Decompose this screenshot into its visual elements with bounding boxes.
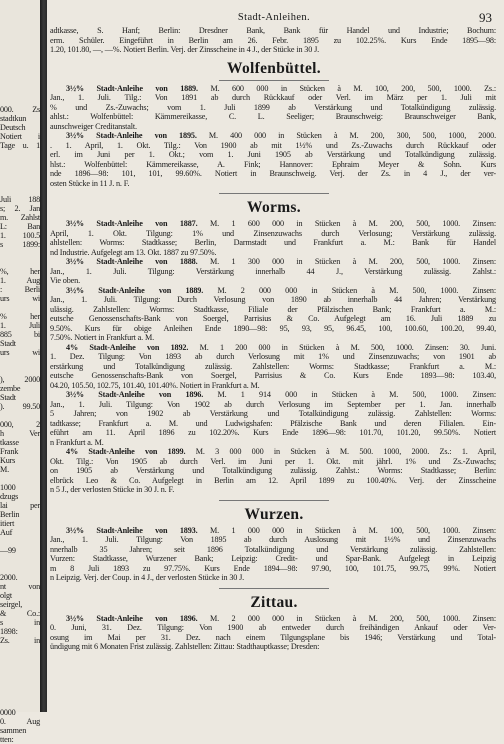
heading-rule <box>219 80 329 81</box>
adjacent-page-fragment: Deutsch <box>0 123 26 132</box>
loan-line: Jan., 1. Juli. Tilgung: Verstärkung innerhalb 44 J., Verstärkung zulässig. Zahlst.: <box>50 266 496 276</box>
adjacent-page-fragment: 000, 2 <box>0 420 40 429</box>
loan-line-text: M. 400 000 in Stücken à M. 200, 300, 500, 1000, 2000. <box>208 131 496 140</box>
loan-line: osten Stücke in 11 J. n. F. <box>50 178 130 188</box>
adjacent-page-fragment: tkasse <box>0 438 19 447</box>
loan-line: Okt. Tilg.: Von 1905 ab durch Verl. im Juni per 1. Okt. mit jährl. 1% und Zs.-Zuwachs; <box>50 456 496 466</box>
section-divider <box>219 193 329 194</box>
loan-line <box>50 447 498 457</box>
text-line: erm. Schüler. Eingeführt in Berlin am 26. Febr. 1895 zu 102.25%. Kurs Ende 1895—98: <box>50 35 496 45</box>
loan-line <box>50 131 498 141</box>
adjacent-page-fragment: & Co.: <box>0 609 40 618</box>
loan-line: Vurzen: Stadtkasse, Wurzener Bank; Leipzig: Credit- und Spar-Bank. Aufgelegt in Leipzig <box>50 554 496 563</box>
adjacent-page-fragment: %, her <box>0 267 40 276</box>
adjacent-page-fragment: tten: <box>0 735 14 744</box>
city-heading: Worms. <box>247 199 301 216</box>
loan-line: nnerhalb 35 Jahren; seit 1896 Totalkündigung und Verstärkung zulässig. Zahlstellen: <box>50 544 496 554</box>
loan-line-text: M. 1 300 000 in Stücken à M. 200, 500, 1000. Zinsen: <box>209 257 496 266</box>
loan-line-text: M. 1 914 000 in Stücken à M. 500, 1000. Zinsen: <box>217 390 496 399</box>
loan-title: 3½% Stadt-Anleihe von 1888. <box>66 257 198 266</box>
adjacent-page-fragment: 2000. <box>0 573 18 582</box>
adjacent-page-fragment: 885 bi <box>0 330 40 339</box>
loan-line: Jan., 1. Juli. Tilgung: Von 1895 ab durch Auslosung mit 1½% und Zinsenzuwachs <box>50 535 496 544</box>
adjacent-page-fragment: 1. Aug <box>0 276 40 285</box>
loan-line: osung im Mai per 31. Dez. nach einem Tilgungsplane bis 1946; Verstärkung und Total- <box>50 632 496 642</box>
adjacent-page-fragment: sammen <box>0 726 27 735</box>
loan-title: 3½% Stadt-Anleihe von 1893. <box>66 525 198 535</box>
city-heading: Wurzen. <box>244 505 304 523</box>
adjacent-page-fragment: 1. 100.5 <box>0 231 40 240</box>
city-heading: Wolfenbüttel. <box>227 59 321 77</box>
adjacent-page-fragment: 000. Zs <box>0 105 40 114</box>
adjacent-page-fragment: Juli 188 <box>0 195 40 204</box>
loan-title: 3½% Stadt-Anleihe von 1887. <box>66 219 198 228</box>
adjacent-page-fragment: zembe <box>0 384 21 393</box>
loan-line: eführt am 11. April 1896 zu 102.20%. Kurs Ende 1896—98: 101.70, 101.20, 99.50%. Notiert <box>50 428 496 437</box>
adjacent-page-fragment: Auf <box>0 528 13 537</box>
adjacent-page-fragment: 0000 <box>0 708 16 717</box>
loan-line: 1. Dez. Tilgung: Von 1893 ab durch Verlosung mit 1% und Zinsenzuwachs; von 1901 ab <box>50 352 496 361</box>
loan-line-text: M. 1 200 000 in Stücken à M. 500, 1000. Zinsen: 30. Juni. <box>199 342 496 352</box>
adjacent-page-fragment: s; 2. Jan <box>0 204 40 213</box>
adjacent-page-fragment: 1. Juli <box>0 321 40 330</box>
loan-line: n 5 J., der verlosten Stücke in 30 J. n. F. <box>50 485 175 494</box>
adjacent-page-fragment: % her <box>0 312 40 321</box>
adjacent-page-fragment: dzugs <box>0 492 19 501</box>
adjacent-page-fragment: Stadt <box>0 339 16 348</box>
loan-line: 0. Juni, 31. Dez. Tilgung: Von 1900 ab entweder durch freihändigen Ankauf oder Ver- <box>50 623 496 632</box>
adjacent-page-fragment: lai per <box>0 501 40 510</box>
loan-line: n Frankfurt a. M. <box>50 437 104 447</box>
loan-line: on 1905 ab Verstärkung und Totalkündigung zulässig. Zahlst.: Worms: Stadtkasse; Berlin: <box>50 466 496 475</box>
adjacent-page-strip <box>0 0 41 744</box>
loan-line: ahlst.: Wolfenbüttel: Kämmereikasse, C. L. Seeliger; Braunschweig: Braunschweiger Bank, <box>50 112 496 121</box>
loan-line: aunschweiger Creditanstalt. <box>50 121 137 131</box>
loan-line: . 1. April, 1. Okt. Tilg.: Von 1900 ab mit 1½% und Zs.-Zuwachs durch Rückkauf oder <box>50 140 496 150</box>
loan-line: hlst.: Wolfenbüttel: Kämmereikasse, A. Fink; Hannover: Ephraim Meyer & Sohn. Kurs <box>50 159 496 169</box>
adjacent-page-fragment: Kurs <box>0 456 16 465</box>
loan-line: 04.20, 105.50, 102.75, 101.40, 101.40%. Notiert in Frankfurt a. M. <box>50 380 260 390</box>
loan-title: 3½% Stadt-Anleihe von 1895. <box>66 131 197 140</box>
loan-line <box>50 390 498 400</box>
adjacent-page-fragment: h Ver <box>0 429 40 438</box>
adjacent-page-fragment: Zs. in <box>0 636 40 645</box>
adjacent-page-fragment: ), 2000 <box>0 375 40 384</box>
loan-line <box>50 257 498 267</box>
loan-title: 4% Stadt-Anleihe von 1892. <box>66 342 189 352</box>
adjacent-page-fragment: stadtkun <box>0 114 27 123</box>
adjacent-page-fragment: m. Zahlst <box>0 213 40 222</box>
section-divider <box>219 588 329 589</box>
loan-title: 3½% Stadt-Anleihe von 1896. <box>66 390 204 399</box>
loan-line-text: M. 1 600 000 in Stücken à M. 200, 500, 1000. Zinsen: <box>209 219 496 228</box>
adjacent-page-fragment: Frank <box>0 447 19 456</box>
adjacent-page-fragment: Stadt <box>0 393 16 402</box>
loan-line: 9.50%. Kurs für obige Anleihen Ende 1890—98: 95, 93, 95, 96.45, 100, 100.60, 100.20, 99.40, <box>50 323 496 333</box>
loan-line-text: M. 600 000 in Stücken à M. 100, 200, 500, 1000. Zs.: <box>210 83 496 93</box>
loan-line: ündigung mit 6 Monaten Frist zulässig. Zahlstellen: Zittau: Stadthauptkasse; Dresden: <box>50 642 320 651</box>
section-divider <box>219 500 329 501</box>
city-heading: Zittau. <box>250 593 298 611</box>
loan-line: % und Zs.-Zuwachs; vom 1. Juli 1899 ab Verstärkung und Totalkündigung zulässig. <box>50 102 496 112</box>
loan-line: m 8 Juli 1893 zu 97.75%. Kurs Ende 1894—98: 97.90, 100, 101.75, 99.75, 99%. Notiert <box>50 563 496 573</box>
adjacent-page-fragment: —99 <box>0 546 16 555</box>
text-line: adtkasse, S. Hanf; Berlin: Dresdner Bank, Bank für Handel und Industrie; Bochum: <box>50 26 496 35</box>
loan-line: eutsche Genossenschafts-Bank von Soergel, Parrisius & Co. Kurs Ende 1893—98: 103.40, <box>50 371 496 380</box>
adjacent-page-fragment: L: Ban <box>0 222 40 231</box>
adjacent-page-fragment: 1898: <box>0 627 18 636</box>
loan-line: Jan., 1. Juli. Tilg.: Von 1891 ab durch Rückkauf oder Verl. im März per 1. Juli mit <box>50 93 496 102</box>
adjacent-page-fragment: seirgel, <box>0 600 23 609</box>
loan-line: nde 1896—98: 101, 101, 99.60%. Notiert in Braunschweig. Verj. der Zs. in 4 J., der ver- <box>50 169 496 178</box>
adjacent-page-fragment: itiert <box>0 519 15 528</box>
adjacent-page-fragment: Tage u. 1 <box>0 141 40 150</box>
adjacent-page-fragment: s 1899: <box>0 240 40 249</box>
page-number: 93 <box>479 10 492 25</box>
adjacent-page-fragment: urs wi <box>0 294 40 303</box>
loan-line: 7.50%. Notiert in Frankfurt a. M. <box>50 333 154 342</box>
loan-line: elbrück Leo & Co. Aufgelegt in Berlin am 12. April 1899 zu 100.40%. Verj. der Zinsscheine <box>50 475 496 485</box>
loan-line: Jan., 1. Juli. Tilgung: Durch Verlosung von 1890 ab innerhalb 44 Jahren; Verstärkung <box>50 295 496 304</box>
loan-line: nd Industrie. Aufgelegt am 13. Okt. 1887 zu 97.50%. <box>50 247 217 257</box>
loan-line: erstärkung und Totalkündigung zulässig. Zahlstellen: Worms: Stadtkasse; Frankfurt a. M.: <box>50 361 496 371</box>
loan-line: ulässig. Zahlstellen: Worms: Stadtkasse, Filiale der Pfälzischen Bank; Frankfurt a. M.: <box>50 304 496 314</box>
loan-line: Vie oben. <box>50 276 80 285</box>
adjacent-page-fragment: olgt <box>0 591 12 600</box>
loan-line: April, 1. Okt. Tilgung: 1% und Zinsenzuwachs durch Verlosung; Verstärkung zulässig. <box>50 228 496 238</box>
loan-line: Jan., 1. Juli. Tilgung: Von 1902 ab durch Verlosung im September per 1. Jan. innerhalb <box>50 399 496 409</box>
book-gutter <box>40 0 47 712</box>
loan-line-text: M. 2 000 000 in Stücken à M. 200, 500, 1000. Zinsen: <box>209 613 496 623</box>
loan-line: 5 Jahren; von 1902 ab Verstärkung und Totalkündigung zulässig. Zahlstellen: Worms: <box>50 409 496 418</box>
adjacent-page-fragment: 1000 <box>0 483 16 492</box>
loan-line-text: M. 3 000 000 in Stücken à M. 500. 1000, 2000. Zs.: 1. April, <box>195 447 497 456</box>
document-page <box>50 0 498 712</box>
loan-title: 3½% Stadt-Anleihe von 1889. <box>66 83 198 93</box>
loan-line: eutsche Genossenschafts-Bank von Soergel, Parrisius & Co. Aufgelegt am 16. Juli 1889 zu <box>50 314 496 323</box>
text-line: 1.20, 101.80, —, —%. Notiert Berlin. Verj. der Zinsscheine in 4 J., der Stücke in 30 J. <box>50 45 319 54</box>
adjacent-page-fragment: : Berli <box>0 285 40 294</box>
adjacent-page-fragment: s in <box>0 618 40 627</box>
loan-line: erl. im Juni per 1. Okt.; vom 1. Juni 1905 ab Verstärkung und Totalkündigung zulässig. <box>50 150 496 159</box>
loan-line-text: M. 1 000 000 in Stücken à M. 100, 500, 1000. Zinsen: <box>209 525 496 535</box>
loan-title: 4% Stadt-Anleihe von 1899. <box>66 447 186 456</box>
loan-line <box>50 219 498 229</box>
loan-line <box>50 286 498 296</box>
loan-line <box>50 343 498 353</box>
loan-title: 3½% Stadt-Anleihe von 1889. <box>66 285 204 295</box>
adjacent-page-fragment: 0. Aug <box>0 717 40 726</box>
page-body <box>50 26 498 652</box>
loan-line: n Leipzig. Verj. der Coup. in 4 J., der verlosten Stücke in 30 J. <box>50 573 245 582</box>
loan-line <box>50 526 498 536</box>
loan-line-text: M. 2 000 000 in Stücken à M. 500, 1000. Zinsen: <box>217 285 496 295</box>
adjacent-page-fragment: M. <box>0 465 9 474</box>
adjacent-page-fragment: Berlin <box>0 510 20 519</box>
adjacent-page-fragment: urs wi <box>0 348 40 357</box>
adjacent-page-fragment: ). 99.50 <box>0 402 40 411</box>
adjacent-page-fragment: nt von <box>0 582 40 591</box>
loan-line <box>50 614 498 624</box>
loan-line: tadtkasse; Frankfurt a. M. und Ludwigshafen: Pfälzische Bank und deren Filialen. Ein- <box>50 418 496 428</box>
loan-line: ahlstellen: Worms: Stadtkasse; Berlin, Darmstadt und Frankfurt a. M.: Bank für Handel <box>50 238 496 247</box>
loan-line <box>50 84 498 94</box>
running-head: Stadt-Anleihen. <box>237 12 311 23</box>
adjacent-page-fragment: Notiert i <box>0 132 40 141</box>
loan-title: 3½% Stadt-Anleihe von 1896. <box>66 613 198 623</box>
